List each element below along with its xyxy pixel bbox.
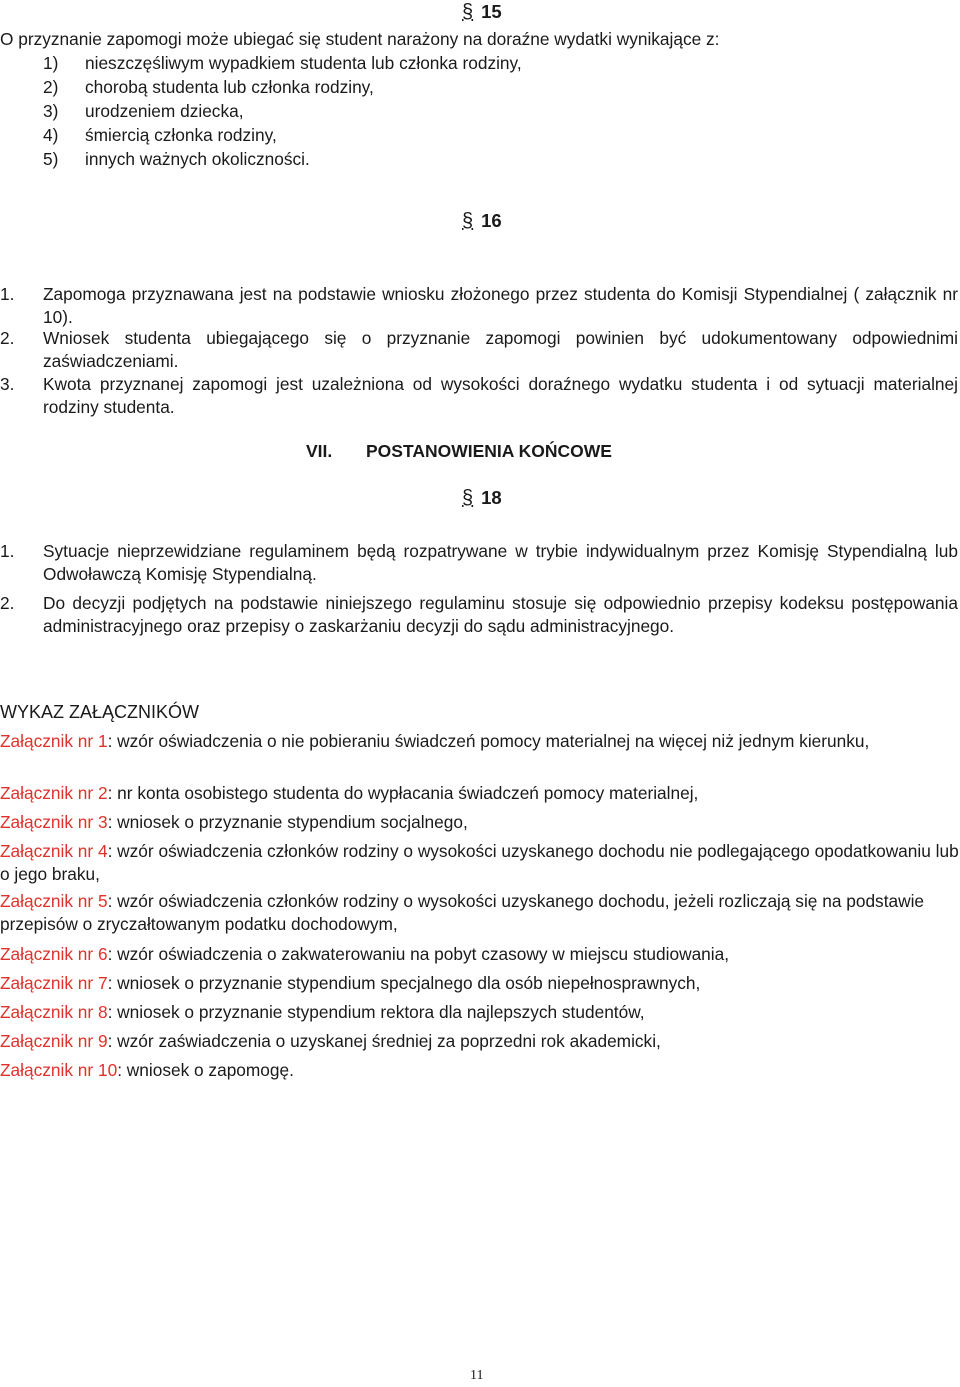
chapter-title: POSTANOWIENIA KOŃCOWE	[366, 441, 612, 461]
attachment-item: Załącznik nr 1: wzór oświadczenia o nie pobieraniu świadczeń pomocy materialnej na więcej niż jednym kierunku,	[0, 731, 870, 751]
attachment-item: Załącznik nr 3: wniosek o przyznanie stypendium socjalnego,	[0, 812, 468, 832]
attachment-item: Załącznik nr 2: nr konta osobistego studenta do wypłacania świadczeń pomocy materialnej,	[0, 783, 699, 803]
attachment-item: Załącznik nr 9: wzór zaświadczenia o uzyskanej średniej za poprzedni rok akademicki,	[0, 1031, 661, 1051]
attachment-item: Załącznik nr 5: wzór oświadczenia członków rodziny o wysokości uzyskanego dochodu, jeżeli rozliczają się na podstawie przepisów o zryczałtowanym podatku dochodowym,	[0, 891, 925, 934]
attachment-item: Załącznik nr 10: wniosek o zapomogę.	[0, 1060, 294, 1080]
attachment-label[interactable]: Załącznik nr 3	[0, 812, 108, 832]
attachment-label[interactable]: Załącznik nr 5	[0, 891, 108, 911]
attachment-label[interactable]: Załącznik nr 10	[0, 1060, 118, 1080]
list-item: 1) nieszczęśliwym wypadkiem studenta lub członka rodziny,	[43, 53, 522, 73]
section-heading-18	[462, 486, 502, 510]
section-sign: §	[462, 1, 474, 23]
attachment-label[interactable]: Załącznik nr 4	[0, 841, 108, 861]
list-item: 5) innych ważnych okoliczności.	[43, 149, 310, 169]
chapter-number: VII.	[306, 441, 333, 461]
list-item: 4) śmiercią członka rodziny,	[43, 125, 277, 145]
attachment-label[interactable]: Załącznik nr 1	[0, 731, 108, 751]
attachment-label[interactable]: Załącznik nr 2	[0, 783, 108, 803]
attachment-label[interactable]: Załącznik nr 8	[0, 1002, 108, 1022]
section-number: 18	[481, 487, 502, 508]
attachment-item: Załącznik nr 6: wzór oświadczenia o zakwaterowaniu na pobyt czasowy w miejscu studiowania,	[0, 944, 730, 964]
section-number: 15	[481, 1, 502, 22]
attachment-label[interactable]: Załącznik nr 9	[0, 1031, 108, 1051]
section-sign: §	[462, 210, 474, 232]
attachment-item: Załącznik nr 8: wniosek o przyznanie stypendium rektora dla najlepszych studentów,	[0, 1002, 645, 1022]
attachments-heading: WYKAZ ZAŁĄCZNIKÓW	[0, 702, 200, 722]
section-sign: §	[462, 487, 474, 509]
attachment-label[interactable]: Załącznik nr 7	[0, 973, 108, 993]
list-item: 2) chorobą studenta lub członka rodziny,	[43, 77, 374, 97]
section-number: 16	[481, 210, 502, 231]
section-heading-15	[462, 0, 502, 24]
attachment-label[interactable]: Załącznik nr 6	[0, 944, 108, 964]
page-number: 11	[470, 1368, 484, 1383]
section-heading-16	[462, 209, 502, 233]
paragraph-intro: O przyznanie zapomogi może ubiegać się student narażony na doraźne wydatki wynikające z:	[0, 29, 720, 49]
attachment-item: Załącznik nr 7: wniosek o przyznanie stypendium specjalnego dla osób niepełnosprawnych,	[0, 973, 701, 993]
attachment-item: Załącznik nr 4: wzór oświadczenia członków rodziny o wysokości uzyskanego dochodu nie podlegającego opodatkowaniu lub o jego braku,	[0, 841, 959, 884]
list-item: 3) urodzeniem dziecka,	[43, 101, 244, 121]
